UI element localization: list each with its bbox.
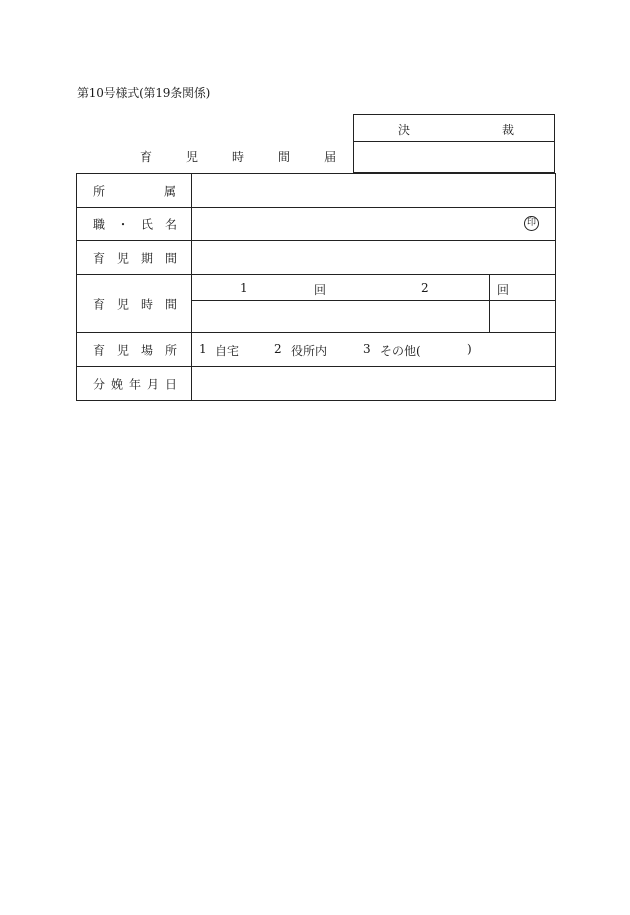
label-char: 日 (165, 377, 178, 392)
first-session-unit: 回 (314, 283, 327, 297)
title-char: 育 (140, 150, 153, 164)
label-char: 所 (93, 184, 106, 198)
row-childcare-place (77, 333, 555, 367)
row-affiliation (77, 174, 555, 208)
label-char: 分 (93, 377, 106, 392)
label-char: 場 (141, 343, 154, 357)
label-childcare-time (77, 275, 192, 332)
label-char: 職 (93, 217, 106, 232)
title-char: 時 (232, 150, 245, 164)
label-char: 期 (141, 251, 154, 265)
row-childcare-time (77, 275, 555, 333)
label-char: 所 (165, 343, 178, 357)
second-session-number: 2 (421, 281, 429, 295)
option-home[interactable]: 自宅 (215, 344, 240, 358)
label-char: 月 (147, 377, 160, 392)
row-position-name (77, 208, 555, 241)
label-char: 年 (129, 377, 142, 392)
label-childcare-period (77, 241, 192, 274)
label-delivery-date (77, 367, 192, 401)
approval-stamp-area[interactable] (354, 142, 554, 174)
label-affiliation (77, 174, 192, 207)
childcare-place-options (192, 333, 555, 366)
childcare-time-cell (192, 275, 555, 332)
title-char: 間 (278, 150, 291, 164)
approval-label-left: 決 (398, 123, 411, 137)
row-childcare-period (77, 241, 555, 275)
label-char: 児 (117, 297, 130, 311)
label-char: 育 (93, 297, 106, 311)
option-other-close: ) (467, 342, 472, 356)
label-char: 児 (117, 343, 130, 357)
form-table (76, 173, 556, 401)
label-char: 氏 (141, 217, 154, 232)
label-char: 育 (93, 251, 106, 265)
option-number: 1 (199, 342, 207, 356)
label-char: 育 (93, 343, 106, 357)
label-char: 時 (141, 297, 154, 311)
seal-icon: 印 (524, 216, 539, 231)
second-session-unit: 回 (497, 283, 510, 297)
approval-box (353, 114, 555, 173)
label-char: 児 (117, 251, 130, 265)
option-office[interactable]: 役所内 (291, 344, 328, 358)
label-char: 間 (165, 297, 178, 311)
approval-header (354, 115, 554, 142)
form-title (140, 148, 370, 165)
option-number: 3 (363, 342, 371, 356)
label-char: 娩 (111, 377, 124, 392)
approval-label-right: 裁 (502, 123, 515, 137)
form-number: 第10号様式(第19条関係) (77, 86, 211, 100)
delivery-date-field[interactable] (192, 367, 555, 401)
label-char: 属 (164, 184, 177, 198)
label-childcare-place (77, 333, 192, 366)
first-session-number: 1 (240, 281, 248, 295)
first-session-field[interactable] (192, 301, 489, 333)
second-session-field[interactable] (490, 301, 555, 333)
childcare-period-field[interactable] (192, 241, 555, 274)
name-field[interactable] (192, 208, 555, 240)
label-char: 間 (165, 251, 178, 265)
affiliation-field[interactable] (192, 174, 555, 207)
label-char: 名 (165, 217, 178, 232)
label-char: ・ (117, 217, 130, 232)
option-other[interactable]: その他( (380, 344, 421, 358)
row-delivery-date (77, 367, 555, 401)
label-position-name (77, 208, 192, 240)
title-char: 児 (186, 150, 199, 164)
title-char: 届 (324, 150, 337, 164)
option-number: 2 (274, 342, 282, 356)
